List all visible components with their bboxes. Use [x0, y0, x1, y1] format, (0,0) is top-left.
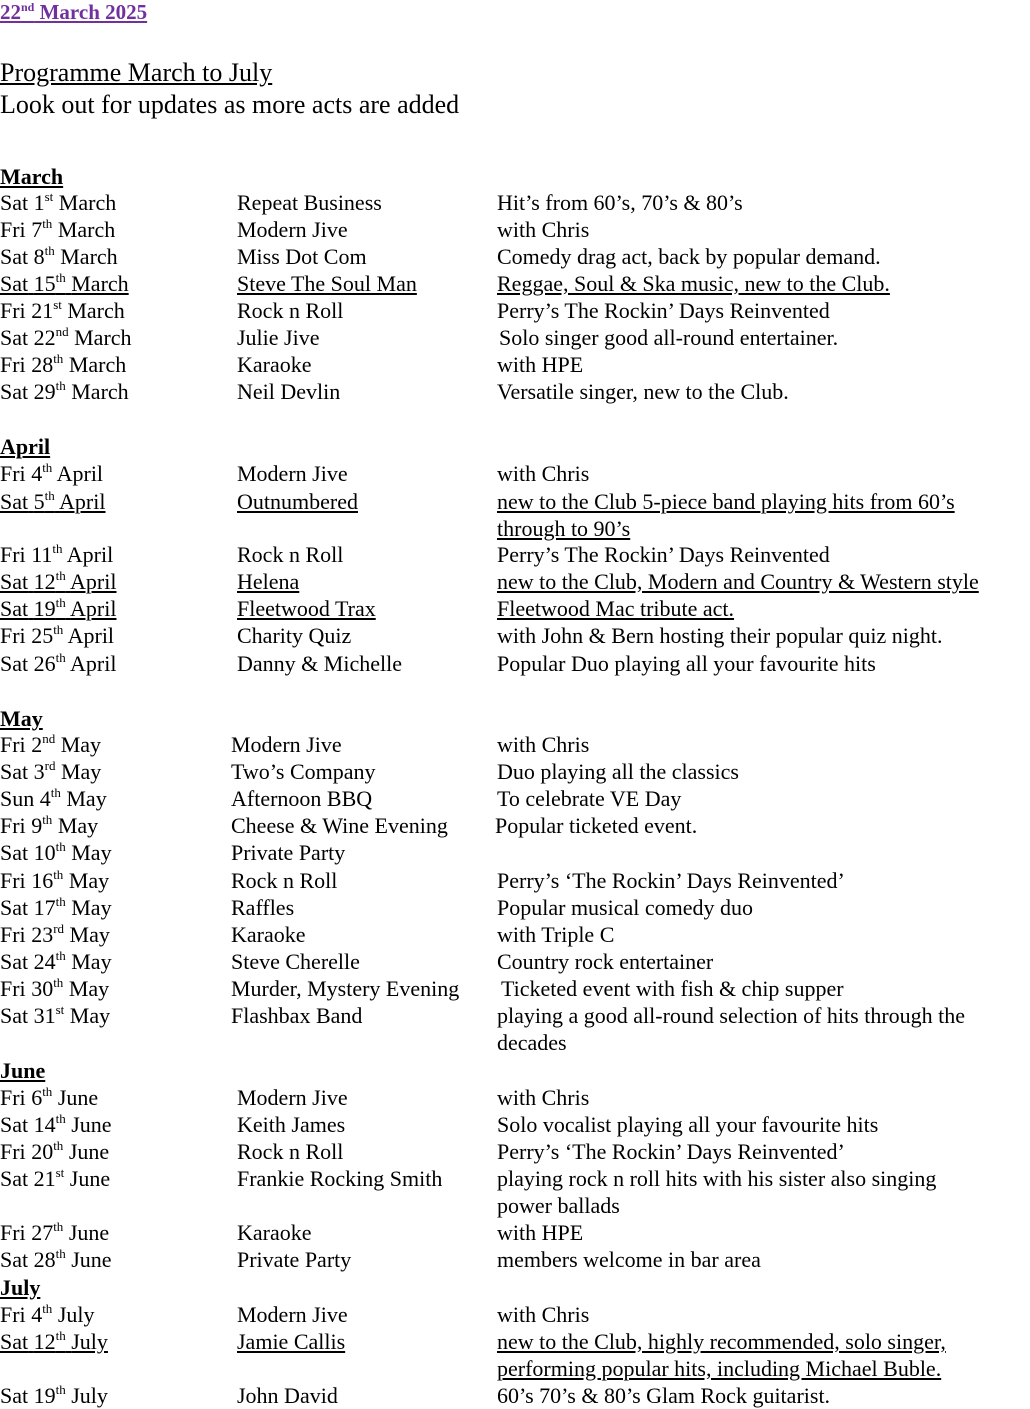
event-month: March [71, 379, 129, 404]
event-date-suffix: th [55, 1246, 66, 1261]
event-date-suffix: th [55, 568, 66, 583]
event-act: Cheese & Wine Evening [231, 813, 448, 838]
event-day: Sat [0, 271, 29, 296]
event-date-suffix: th [53, 622, 64, 637]
event-day: Fri [0, 542, 26, 567]
event-month: March [60, 244, 118, 269]
event-month: March [74, 325, 132, 350]
event-date-number: 11 [31, 542, 53, 567]
event-day: Sat [0, 1112, 29, 1137]
event-act: Raffles [231, 895, 295, 920]
event-month: June [71, 1112, 112, 1137]
event-description: playing a good all-round selection of hits through the decades [497, 1003, 966, 1055]
event-date [0, 948, 112, 975]
event-description: Popular Duo playing all your favourite hits [497, 651, 876, 676]
event-description: To celebrate VE Day [497, 786, 682, 811]
event-day: Sat [0, 596, 29, 621]
event-description: new to the Club 5-piece band playing hits from 60’s through to 90’s [497, 489, 955, 541]
event-day: Fri [0, 976, 26, 1001]
event-month: May [69, 1003, 111, 1028]
event-date [0, 595, 117, 622]
event-day: Sun [0, 786, 35, 811]
event-act: Modern Jive [237, 1085, 348, 1110]
date-suffix: nd [21, 0, 35, 14]
event-date-suffix: st [55, 1165, 65, 1180]
event-act: Helena [237, 569, 300, 594]
event-act: Karaoke [231, 922, 306, 947]
event-day: Sat [0, 949, 29, 974]
event-act: Steve Cherelle [231, 949, 360, 974]
event-act: Afternoon BBQ [231, 786, 373, 811]
event-date-suffix: st [44, 189, 54, 204]
event-description: Popular musical comedy duo [497, 895, 754, 920]
event-date-number: 12 [33, 569, 56, 594]
event-month: May [71, 840, 112, 865]
month-heading-may: May [0, 706, 43, 731]
event-date-suffix: rd [53, 921, 65, 936]
event-date-suffix: th [55, 270, 66, 285]
event-month: April [59, 489, 106, 514]
event-month: May [60, 759, 102, 784]
event-date [0, 921, 110, 948]
date-rest: March 2025 [34, 0, 148, 24]
event-description: members welcome in bar area [497, 1247, 761, 1272]
event-date-suffix: nd [42, 731, 56, 746]
event-date-number: 25 [31, 623, 54, 648]
event-date-suffix: th [42, 216, 53, 231]
event-date [0, 1246, 112, 1273]
event-date [0, 1138, 109, 1165]
event-month: April [70, 651, 117, 676]
event-date-suffix: st [55, 1002, 65, 1017]
event-act: John David [237, 1383, 338, 1408]
event-description: with John & Bern hosting their popular quiz night. [497, 623, 943, 648]
event-day: Fri [0, 623, 26, 648]
event-date [0, 378, 129, 405]
event-date [0, 1002, 110, 1029]
event-act: Danny & Michelle [237, 651, 402, 676]
event-date-suffix: th [53, 351, 64, 366]
event-day: Sat [0, 840, 29, 865]
event-date-number: 10 [33, 840, 56, 865]
event-description: Perry’s ‘The Rockin’ Days Reinvented’ [497, 868, 845, 893]
event-act: Rock n Roll [231, 868, 338, 893]
event-date-number: 7 [31, 217, 43, 242]
event-act: Rock n Roll [237, 298, 344, 323]
event-act: Fleetwood Trax [237, 596, 376, 621]
event-description: Fleetwood Mac tribute act. [497, 596, 735, 621]
event-description: with Chris [497, 732, 590, 757]
event-day: Fri [0, 1139, 26, 1164]
event-description: Perry’s ‘The Rockin’ Days Reinvented’ [497, 1139, 845, 1164]
event-day: Fri [0, 217, 26, 242]
event-day: Fri [0, 868, 26, 893]
event-date [0, 1219, 109, 1246]
event-description: Solo vocalist playing all your favourite hits [497, 1112, 879, 1137]
event-date [0, 351, 126, 378]
event-act: Charity Quiz [237, 623, 352, 648]
event-act: Two’s Company [231, 759, 376, 784]
event-month: May [57, 813, 99, 838]
event-date [0, 1301, 95, 1328]
event-date-number: 19 [33, 1383, 56, 1408]
event-month: May [71, 895, 112, 920]
event-month: April [66, 542, 114, 567]
event-date-suffix: th [44, 243, 55, 258]
event-month: March [68, 352, 127, 377]
event-act: Frankie Rocking Smith [237, 1166, 443, 1191]
event-date [0, 460, 103, 487]
event-act: Steve The Soul Man [237, 271, 417, 296]
event-description: with Chris [497, 461, 590, 486]
event-description: with Triple C [497, 922, 615, 947]
event-act: Rock n Roll [237, 542, 344, 567]
event-act: Jamie Callis [237, 1329, 346, 1354]
event-date [0, 731, 101, 758]
event-act: Modern Jive [237, 1302, 348, 1327]
event-date-suffix: th [55, 1111, 66, 1126]
event-date-number: 17 [33, 895, 56, 920]
event-description: with Chris [497, 1085, 590, 1110]
event-month: April [70, 569, 117, 594]
event-date-number: 28 [33, 1247, 56, 1272]
event-month: May [60, 732, 102, 757]
month-heading-march: March [0, 164, 64, 189]
event-description: Popular ticketed event. [495, 813, 698, 838]
event-month: July [71, 1383, 108, 1408]
event-date-number: 21 [31, 298, 54, 323]
event-day: Fri [0, 732, 26, 757]
event-act: Karaoke [237, 1220, 312, 1245]
event-day: Sat [0, 1003, 29, 1028]
event-date-number: 24 [33, 949, 56, 974]
event-month: June [69, 1166, 111, 1191]
event-date [0, 488, 106, 515]
event-date [0, 243, 118, 270]
programme-title: Programme March to July [0, 58, 273, 87]
event-day: Sat [0, 325, 29, 350]
event-date-suffix: th [55, 839, 66, 854]
event-date-suffix: th [44, 488, 55, 503]
month-heading-july: July [0, 1275, 41, 1300]
event-month: April [67, 623, 115, 648]
event-description: Hit’s from 60’s, 70’s & 80’s [497, 190, 743, 215]
event-date-number: 15 [33, 271, 56, 296]
event-description: Country rock entertainer [497, 949, 714, 974]
event-date-suffix: th [53, 1219, 64, 1234]
event-day: Fri [0, 1302, 26, 1327]
event-date-suffix: th [42, 812, 53, 827]
event-month: May [71, 949, 112, 974]
event-date [0, 297, 125, 324]
event-date-suffix: th [55, 595, 66, 610]
event-date-suffix: th [55, 650, 66, 665]
event-date-suffix: th [55, 894, 66, 909]
event-date-number: 31 [33, 1003, 56, 1028]
event-date-number: 4 [39, 786, 51, 811]
event-date-number: 28 [31, 352, 54, 377]
event-date [0, 975, 109, 1002]
programme-subtitle: Look out for updates as more acts are added [0, 90, 460, 119]
event-day: Sat [0, 569, 29, 594]
event-date-number: 21 [33, 1166, 56, 1191]
event-date-number: 4 [31, 1302, 43, 1327]
event-day: Fri [0, 461, 26, 486]
event-day: Sat [0, 1166, 29, 1191]
event-act: Rock n Roll [237, 1139, 344, 1164]
event-date-number: 16 [31, 868, 54, 893]
event-act: Flashbax Band [231, 1003, 363, 1028]
event-description: new to the Club, highly recommended, solo singer, performing popular hits, including Michael Buble. [497, 1329, 946, 1381]
event-act: Murder, Mystery Evening [231, 976, 460, 1001]
event-month: March [58, 190, 117, 215]
event-month: July [57, 1302, 95, 1327]
event-date [0, 839, 112, 866]
event-date-number: 8 [33, 244, 45, 269]
event-day: Fri [0, 298, 26, 323]
event-act: Outnumbered [237, 489, 358, 514]
event-date [0, 568, 117, 595]
event-date [0, 867, 109, 894]
event-date [0, 1382, 108, 1409]
event-date-number: 5 [33, 489, 45, 514]
event-date-suffix: th [50, 785, 61, 800]
event-date [0, 785, 107, 812]
event-date-number: 20 [31, 1139, 54, 1164]
event-day: Fri [0, 922, 26, 947]
event-description: Reggae, Soul & Ska music, new to the Club. [497, 271, 890, 296]
event-description: playing rock n roll hits with his sister also singing power ballads [497, 1166, 937, 1218]
event-act: Miss Dot Com [237, 244, 367, 269]
event-month: June [68, 1220, 110, 1245]
event-date [0, 622, 114, 649]
event-date [0, 1328, 108, 1355]
event-month: May [68, 868, 110, 893]
event-act: Repeat Business [237, 190, 382, 215]
month-heading-april: April [0, 434, 51, 459]
event-month: March [57, 217, 116, 242]
event-day: Sat [0, 190, 29, 215]
event-act: Modern Jive [231, 732, 342, 757]
event-act: Julie Jive [237, 325, 320, 350]
event-day: Sat [0, 759, 29, 784]
event-date-number: 22 [33, 325, 56, 350]
event-month: May [66, 786, 107, 811]
event-act: Keith James [237, 1112, 346, 1137]
event-date-suffix: nd [55, 324, 69, 339]
date-day: 22 [0, 0, 21, 24]
event-description: with HPE [497, 1220, 584, 1245]
event-date-number: 19 [33, 596, 56, 621]
event-act: Karaoke [237, 352, 312, 377]
event-date [0, 650, 117, 677]
event-day: Sat [0, 1383, 29, 1408]
event-date-suffix: th [55, 948, 66, 963]
event-month: May [69, 922, 110, 947]
event-description: Duo playing all the classics [497, 759, 739, 784]
event-date-number: 23 [31, 922, 54, 947]
event-act: Private Party [237, 1247, 352, 1272]
event-date-number: 14 [33, 1112, 56, 1137]
event-description: with Chris [497, 1302, 590, 1327]
event-date-suffix: th [42, 1084, 53, 1099]
event-day: Sat [0, 489, 29, 514]
event-date-number: 2 [31, 732, 43, 757]
event-description: with Chris [497, 217, 590, 242]
event-date-suffix: th [52, 541, 63, 556]
event-date-suffix: th [53, 975, 64, 990]
event-date-number: 9 [31, 813, 43, 838]
event-date [0, 324, 132, 351]
event-date [0, 758, 101, 785]
event-act: Neil Devlin [237, 379, 341, 404]
event-day: Sat [0, 651, 29, 676]
event-description: Comedy drag act, back by popular demand. [497, 244, 881, 269]
month-heading-june: June [0, 1058, 46, 1083]
event-description: Solo singer good all-round entertainer. [499, 325, 839, 350]
event-date-suffix: th [55, 378, 66, 393]
event-day: Sat [0, 1329, 29, 1354]
event-month: March [67, 298, 125, 323]
event-date-number: 4 [31, 461, 43, 486]
event-act: Modern Jive [237, 217, 348, 242]
event-date [0, 1111, 112, 1138]
event-date-number: 29 [33, 379, 56, 404]
event-description: Ticketed event with fish & chip supper [501, 976, 844, 1001]
event-act: Private Party [231, 840, 346, 865]
event-day: Fri [0, 813, 26, 838]
event-month: May [68, 976, 110, 1001]
event-date-suffix: th [53, 867, 64, 882]
event-date [0, 1165, 110, 1192]
event-date-suffix: rd [44, 758, 56, 773]
event-day: Fri [0, 1220, 26, 1245]
event-description: Perry’s The Rockin’ Days Reinvented [497, 542, 830, 567]
event-description: Perry’s The Rockin’ Days Reinvented [497, 298, 830, 323]
event-date-suffix: th [42, 460, 53, 475]
event-month: April [56, 461, 104, 486]
event-date [0, 894, 112, 921]
event-act: Modern Jive [237, 461, 348, 486]
event-date-number: 27 [31, 1220, 54, 1245]
event-day: Fri [0, 352, 26, 377]
event-date-number: 30 [31, 976, 54, 1001]
event-date [0, 270, 129, 297]
event-date-number: 3 [33, 759, 45, 784]
event-date-number: 1 [33, 190, 45, 215]
event-date-number: 26 [33, 651, 56, 676]
event-description: 60’s 70’s & 80’s Glam Rock guitarist. [497, 1383, 831, 1408]
event-day: Sat [0, 1247, 29, 1272]
event-month: July [71, 1329, 108, 1354]
event-date-suffix: th [53, 1138, 64, 1153]
event-date-suffix: th [42, 1301, 53, 1316]
event-day: Sat [0, 895, 29, 920]
event-date-number: 12 [33, 1329, 56, 1354]
event-date [0, 1084, 98, 1111]
event-month: June [57, 1085, 99, 1110]
event-day: Sat [0, 244, 29, 269]
event-month: April [70, 596, 117, 621]
event-description: Versatile singer, new to the Club. [497, 379, 789, 404]
event-description: with HPE [497, 352, 584, 377]
event-date-suffix: st [53, 297, 62, 312]
event-month: March [71, 271, 129, 296]
event-month: June [71, 1247, 112, 1272]
event-date-suffix: th [55, 1382, 66, 1397]
event-date-suffix: th [55, 1328, 66, 1343]
event-day: Sat [0, 379, 29, 404]
event-date [0, 541, 113, 568]
event-date [0, 812, 98, 839]
event-date [0, 216, 115, 243]
event-day: Fri [0, 1085, 26, 1110]
event-date [0, 189, 116, 216]
event-month: June [68, 1139, 110, 1164]
event-date-number: 6 [31, 1085, 43, 1110]
event-description: new to the Club, Modern and Country & Western style [497, 569, 979, 594]
